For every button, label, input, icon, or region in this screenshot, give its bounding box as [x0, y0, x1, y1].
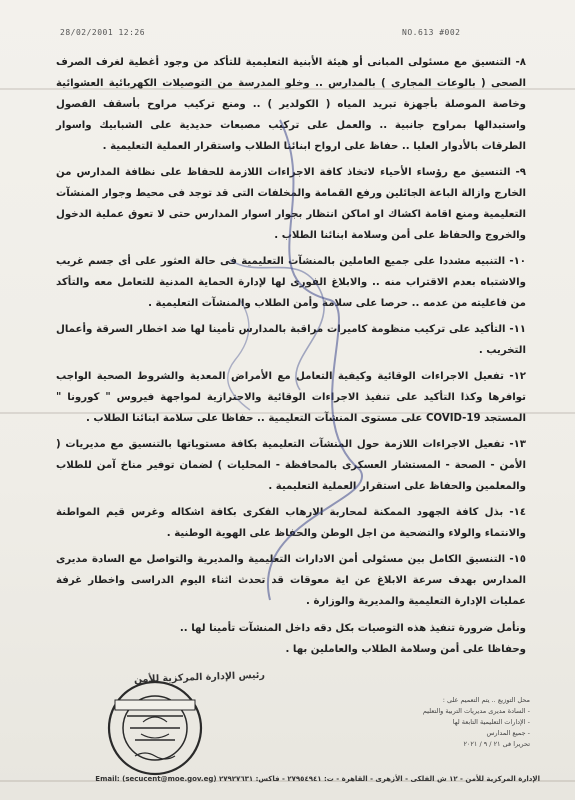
- fax-number: NO.613 #002: [402, 28, 461, 37]
- distribution-line: - السادة مديرى مديريات التربية والتعليم: [422, 707, 530, 715]
- signature-title: رئيس الإدارة المركزية للأمن: [133, 669, 266, 686]
- distribution-line: - الإدارات التعليمية التابعة لها: [452, 718, 530, 726]
- list-item: ١٥- التنسيق الكامل بين مسئولى أمن الادارات التعليمية والمديرية والتواصل مع السادة مديرى المدارس بهدف سرعة الابلاغ عن اية معوقات قد تحدث اثناء اليوم الدراسى واخطار غرفة عمليات الإدارة التعليمية والمديرية والوزارة .: [56, 554, 526, 607]
- list-item: ٩- التنسيق مع رؤساء الأحياء لاتخاذ كافة الاجراءات اللازمة للحفاظ على نظافة المدارس من الخارج وازالة الباعة الجائلين ورفع القمامة والمخلفات التى قد توجد فى محيط وجوار المنشآت التعليمية ومنع اقامة اكشاك او اماكن انتظار بجوار اسوار المدارس حتى لا تعوق عملية الدخول والخروج والحفاظ على أمن وسلامة ابنائنا الطلاب .: [56, 167, 526, 241]
- distribution-block: [300, 695, 530, 750]
- official-stamp: [105, 678, 205, 778]
- closing-line: وحفاظا على أمن وسلامة الطلاب والعاملين بها .: [285, 644, 526, 655]
- list-item: ١٤- بذل كافة الجهود الممكنة لمحاربة الارهاب الفكرى بكافة اشكاله وغرس قيم المواطنة والانتماء والولاء والتضحية من اجل الوطن والحفاظ على الهوية الوطنية .: [56, 507, 526, 539]
- list-item: ٨- التنسيق مع مسئولى المبانى أو هيئة الأبنية التعليمية للتأكد من وجود أغطية لغرف الصرف الصحى ( بالوعات المجارى ) بالمدارس .. وخلو المدرسة من التوصيلات الكهربائية العشوائية وخاصة الموصلة بأجهزة تبريد المياه ( الكولدير ) .. ومنع تركيب مراوح بأسقف الفصول واستبدالها بمراوح جانبية .. والعمل على تركيب مصبعات حديدية على الشبابيك واسوار الطرقات بالأدوار العليا .. حفاظ على ارواح ابنائنا الطلاب واستقرار العملية التعليمية .: [56, 57, 526, 152]
- footer-contact: الإدارة المركزية للأمن - ١٢ ش الفلكى - الأزهرى - القاهرة - ت: ٢٧٩٥٤٩٤١ - فاكس: ٢٧٩٢٧٦٣١ Email: (secucent@moe.gov.eg): [95, 775, 540, 783]
- recommendations-list: [56, 52, 526, 617]
- closing-paragraph: [56, 618, 526, 660]
- distribution-date: تحريرا فى ٢١ / ٩ / ٢٠٢١: [463, 740, 530, 748]
- list-item: ١٢- تفعيل الاجراءات الوقائية وكيفية التعامل مع الأمراض المعدية والشروط الصحية الواجب توافرها وكذا التأكيد على تنفيذ الاجراءات الوقائية والاحترازية لمواجهة فيروس " كورونا " المستجد COVID-19 على مستوى المنشآت التعليمية .. حفاظا على سلامة ابنائنا الطلاب .: [56, 371, 526, 424]
- distribution-line: محل التوزيع .. يتم التعميم على :: [442, 696, 530, 704]
- list-item: ١٠- التنبيه مشددا على جميع العاملين بالمنشآت التعليمية فى حالة العثور على أى جسم غريب والاشتباه بعدم الاقتراب منه .. والابلاغ الفورى لها لإدارة الحماية المدنية للتعامل معه والتأكد من فاعليته من عدمه .. حرصا على سلامة وأمن الطلاب والمنشآت التعليمية .: [56, 256, 526, 309]
- distribution-line: - جميع المدارس: [486, 729, 530, 737]
- fax-datetime: 28/02/2001 12:26: [60, 28, 146, 37]
- list-item: ١٣- تفعيل الاجراءات اللازمة حول المنشآت التعليمية بكافة مستوياتها بالتنسيق مع مديريات ( الأمن - الصحة - المستشار العسكرى بالمحافظة - المحليات ) لضمان توفير مناخ آمن للطلاب والمعلمين والحفاظ على استقرار العملية التعليمية .: [56, 439, 526, 492]
- closing-line: ونأمل ضرورة تنفيذ هذه التوصيات بكل دقه داخل المنشآت تأمينا لها ..: [179, 623, 526, 634]
- list-item: ١١- التأكيد على تركيب منظومة كاميرات مراقبة بالمدارس تأمينا لها ضد اخطار السرقة وأعمال التخريب .: [56, 324, 526, 356]
